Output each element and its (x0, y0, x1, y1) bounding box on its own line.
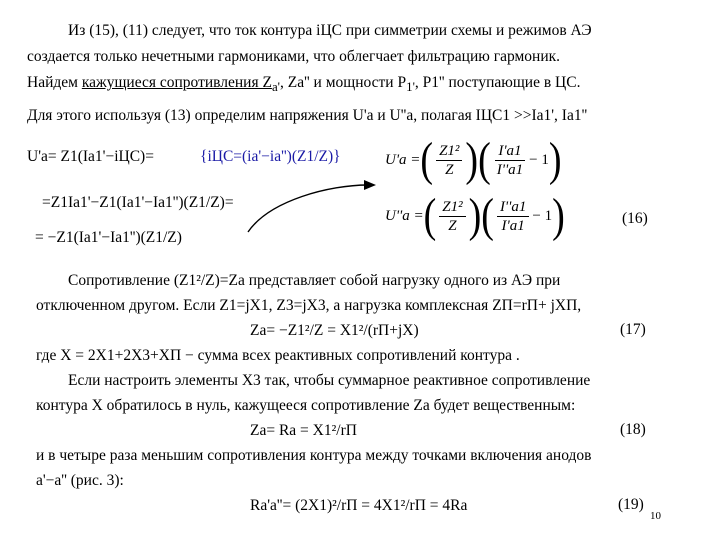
formula-u-dprime-lhs: U''a = (385, 207, 424, 224)
formula-u-prime-lhs: U'a = (385, 151, 421, 168)
paragraph-line-5: Если настроить элементы X3 так, чтобы суммарное реактивное сопротивление (68, 372, 591, 389)
fraction-z1sq-over-z (436, 142, 462, 179)
left-paren: ( (420, 133, 434, 187)
right-paren-4: ) (552, 189, 565, 243)
text-line-3-h: 1'' поступающие в ЦС. (431, 74, 581, 91)
equation-number-19: (19) (618, 496, 644, 513)
paragraph-line-1: Сопротивление (Z1²/Z)=Za представляет собой нагрузку одного из АЭ при (68, 272, 561, 289)
formula-u-prime (385, 133, 562, 187)
fraction-num-4: I''a1 (497, 198, 529, 217)
fraction-z1sq-over-z-2 (439, 198, 465, 235)
right-paren-2: ) (548, 133, 562, 187)
equation-ra: Za= Ra = X1²/rП (250, 422, 357, 439)
equation-u-a-start: U'a= Z1(Ia1'−iЦС)= (27, 148, 154, 165)
text-line-3-g: , P (414, 74, 432, 91)
sub-1a: 1' (406, 79, 415, 95)
sub-a1: a' (271, 79, 280, 95)
equation-number-16: (16) (622, 210, 648, 227)
fraction-den-2: I''a1 (496, 161, 524, 178)
paragraph-line-9: a'−a'' (рис. 3): (36, 472, 124, 489)
equation-u-a-step2: =Z1Ia1'−Z1(Ia1'−Ia1'')(Z1/Z)= (42, 194, 234, 211)
paragraph-line-where: где X = 2X1+2X3+XП − сумма всех реактивных сопротивлений контура . (36, 347, 520, 364)
text-line-4: Для этого используя (13) определим напряжения U'a и U''a, полагая IЦС1 >>Ia1', Ia1'' (27, 107, 588, 124)
fraction-current-ratio-2 (497, 198, 529, 235)
equation-raa: Ra'a''= (2X1)²/rП = 4X1²/rП = 4Ra (250, 497, 468, 514)
formula-tail: − 1 (529, 151, 549, 168)
underlined-phrase: кажущиеся сопротивления Z (81, 74, 272, 91)
left-paren-2: ( (478, 133, 491, 187)
right-paren: ) (465, 133, 479, 187)
formula-u-double-prime (385, 189, 565, 243)
fraction-num-3: Z1² (439, 198, 465, 217)
text-line-2: создается только нечетными гармониками, что облегчает фильтрацию гармоник. (27, 48, 561, 65)
paragraph-line-6: контура X обратилось в нуль, кажущееся сопротивление Za будет вещественным: (36, 397, 576, 414)
left-paren-4: ( (481, 189, 494, 243)
equation-icc-substitution: {iЦС=(ia'−ia'')(Z1/Z)} (200, 148, 341, 165)
left-paren-3: ( (423, 189, 437, 243)
fraction-den-3: Z (448, 217, 457, 234)
equation-number-18: (18) (620, 421, 646, 438)
formula-tail-2: − 1 (532, 207, 553, 224)
fraction-den-4: I'a1 (501, 217, 525, 234)
fraction-current-ratio (494, 142, 526, 179)
right-paren-3: ) (468, 189, 482, 243)
equation-za: Za= −Z1²/Z = X1²/(rП+jX) (250, 322, 419, 339)
text-line-3-e: a'' и мощности P (297, 74, 407, 91)
page-number: 10 (650, 510, 661, 522)
text-line-1: Из (15), (11) следует, что ток контура iЦС при симметрии схемы и режимов АЭ (68, 22, 592, 39)
equation-number-17: (17) (620, 321, 646, 338)
fraction-den: Z (445, 161, 454, 178)
text-line-3-a: Найдем (27, 74, 82, 91)
equation-u-a-result: = −Z1(Ia1'−Ia1'')(Z1/Z) (35, 229, 182, 246)
paragraph-line-8: и в четыре раза меньшим сопротивления контура между точками включения анодов (36, 447, 592, 464)
paragraph-line-2: отключенном другом. Если Z1=jX1, Z3=jX3, а нагрузка комплексная ZП=rП+ jXП, (36, 297, 582, 314)
fraction-num: Z1² (436, 142, 462, 161)
fraction-num-2: I'a1 (495, 142, 524, 161)
text-line-3-d: , Z (280, 74, 298, 91)
